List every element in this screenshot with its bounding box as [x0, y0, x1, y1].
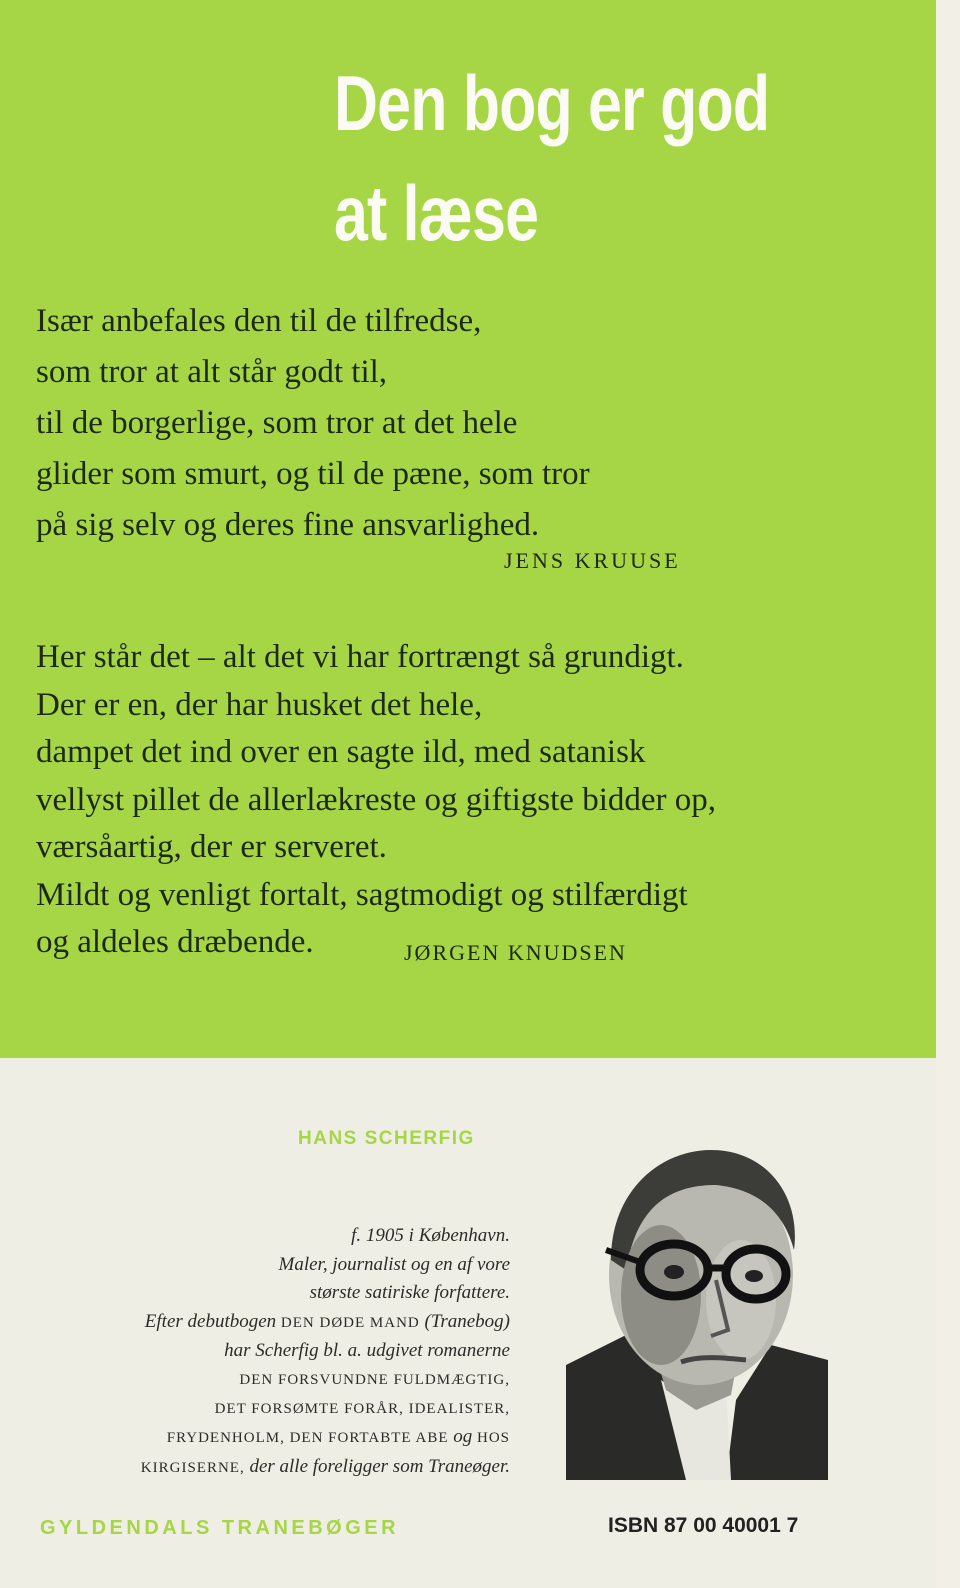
quote-line: værsåartig, der er serveret.: [36, 829, 387, 865]
book-title: DEN DØDE MAND: [280, 1314, 420, 1331]
headline-line-2: at læse: [334, 169, 539, 257]
quote-line: Mildt og venligt fortalt, sagtmodigt og stilfærdigt: [36, 876, 688, 913]
bio-line: [40, 1423, 510, 1453]
cover-edge: [936, 0, 960, 1588]
isbn: ISBN 87 00 40001 7: [608, 1514, 799, 1537]
quote-author-2: JØRGEN KNUDSEN: [404, 940, 627, 965]
quote-line: glider som smurt, og til de pæne, som tror: [36, 456, 590, 492]
book-title: KIRGISERNE,: [140, 1459, 245, 1476]
bio-line: f. 1905 i København.: [351, 1225, 510, 1246]
review-quote-2: [36, 634, 896, 967]
bio-text: og: [453, 1426, 473, 1448]
quote-line: og aldeles dræbende.: [36, 924, 314, 960]
bio-line: har Scherfig bl. a. udgivet romanerne: [224, 1340, 510, 1362]
bio-line: [40, 1308, 510, 1338]
author-bio: [40, 1222, 510, 1482]
publisher-series: GYLDENDALS TRANEBØGER: [40, 1517, 400, 1539]
book-title: HOS: [476, 1430, 510, 1447]
bio-line: Maler, journalist og en af vore: [278, 1253, 510, 1275]
author-name: HANS SCHERFIG: [298, 1128, 475, 1149]
quote-author-1: JENS KRUUSE: [504, 548, 681, 573]
quote-line: på sig selv og deres fine ansvarlighed.: [36, 507, 540, 543]
headline: [334, 48, 770, 268]
bio-text: der alle foreligger som Traneøger.: [249, 1455, 510, 1477]
bio-text: (Tranebog): [424, 1310, 510, 1332]
bio-text: Efter debutbogen: [144, 1310, 277, 1332]
bio-line: største satiriske forfattere.: [309, 1282, 510, 1304]
book-titles-line: DET FORSØMTE FORÅR, IDEALISTER,: [214, 1400, 510, 1417]
book-titles-line: DEN FORSVUNDNE FULDMÆGTIG,: [239, 1371, 510, 1388]
quote-line: vellyst pillet de allerlækreste og giftigste bidder op,: [36, 781, 717, 818]
bio-line: [40, 1453, 510, 1483]
author-photo: [566, 1150, 828, 1480]
book-titles: FRYDENHOLM, DEN FORTABTE ABE: [166, 1430, 449, 1447]
quote-line: til de borgerlige, som tror at det hele: [36, 405, 518, 441]
headline-line-1: Den bog er god: [334, 59, 770, 147]
quote-line: Især anbefales den til de tilfredse,: [36, 303, 482, 339]
quote-line: som tror at alt står godt til,: [36, 354, 388, 390]
quote-line: Her står det – alt det vi har fortrængt så grundigt.: [36, 639, 684, 675]
review-quote-1: [36, 296, 736, 551]
quote-line: Der er en, der har husket det hele,: [36, 686, 483, 723]
quote-line: dampet det ind over en sagte ild, med satanisk: [36, 734, 646, 770]
